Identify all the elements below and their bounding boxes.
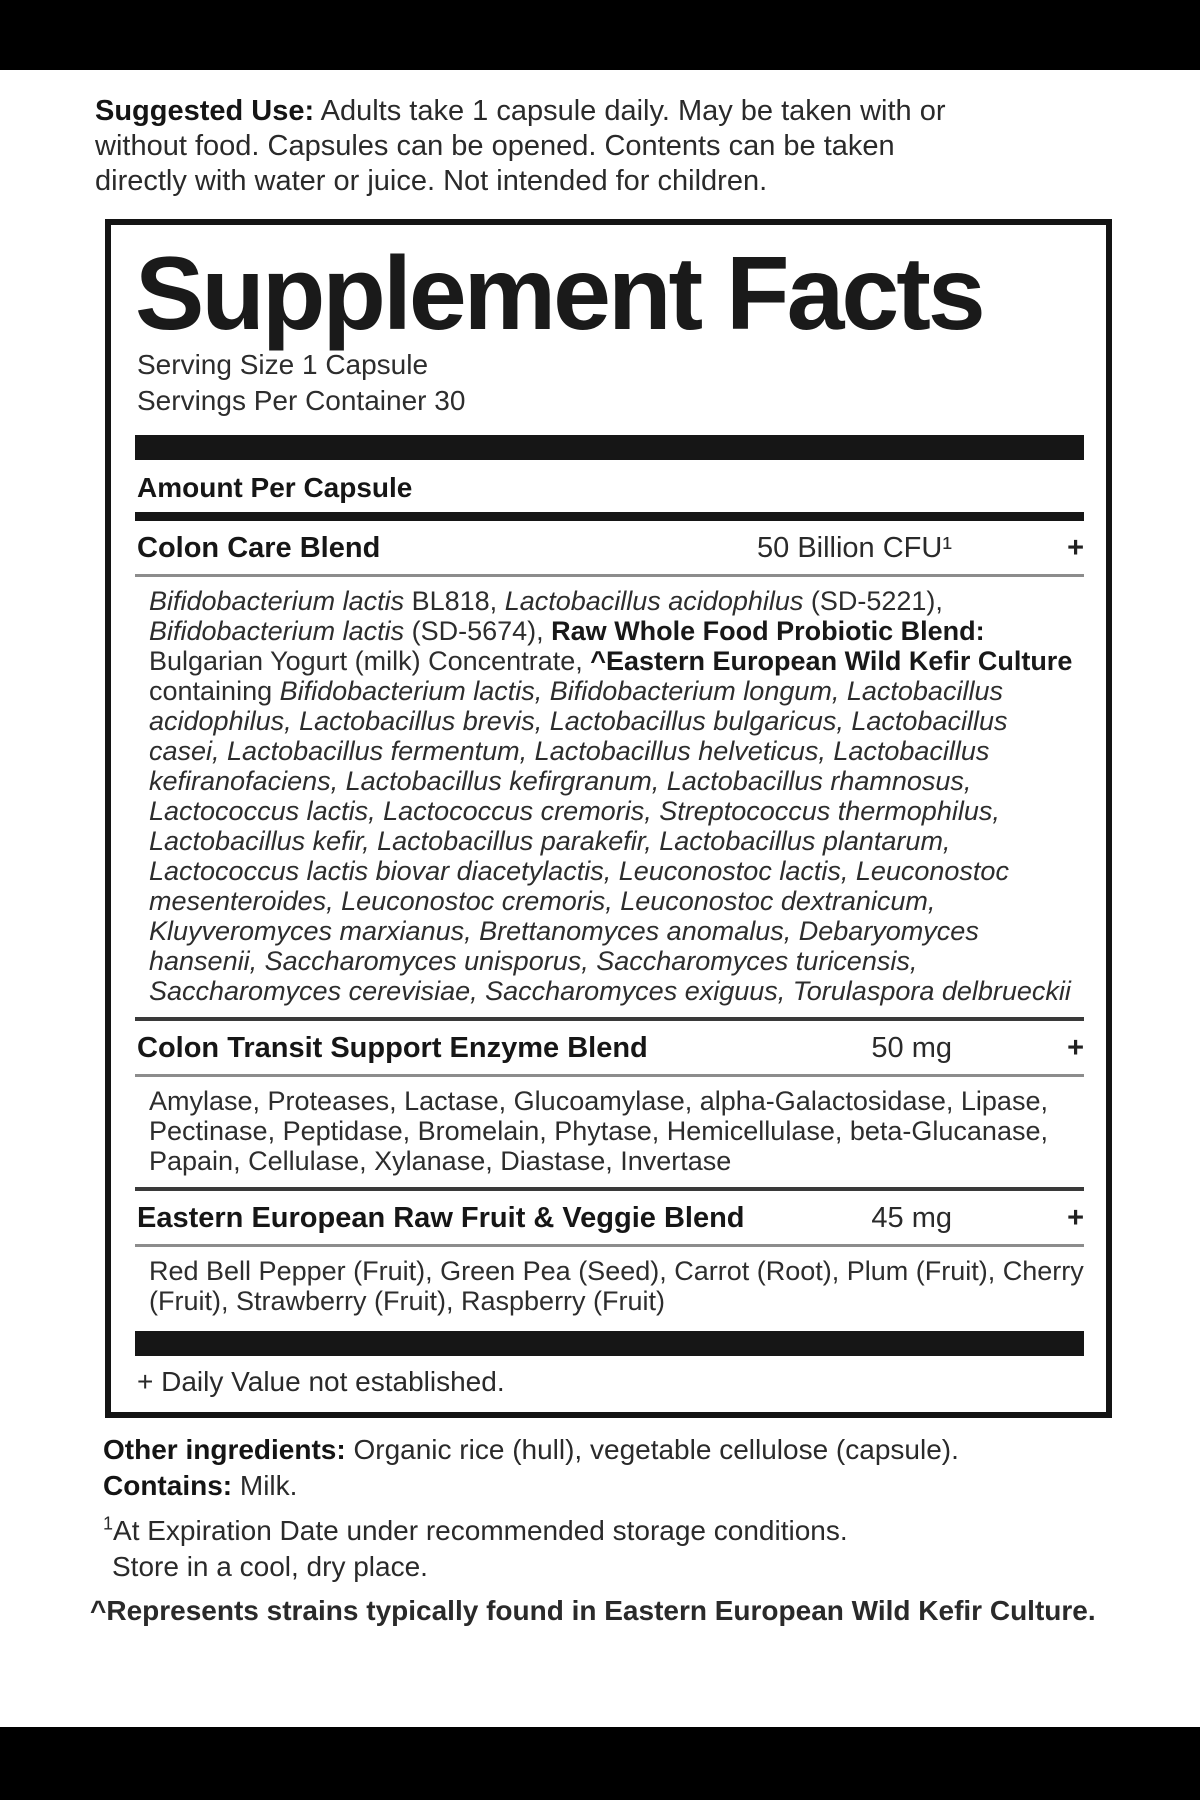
expiration-footnote-marker: 1: [103, 1513, 114, 1534]
label-content: [0, 70, 1200, 1629]
contains-line: [103, 1468, 1140, 1504]
contains-text: Milk.: [232, 1470, 298, 1502]
blend-ingredients: Amylase, Proteases, Lactase, Glucoamylase, alpha-Galactosidase, Lipase, Pectinase, Peptidase, Bromelain, Phytase, Hemicellulase, beta-Glucanase, Papain, Cellulase, Xylanase, Diastase, Invertase: [149, 1086, 1048, 1177]
contains-label: Contains:: [103, 1470, 233, 1502]
amount-per-capsule-header: Amount Per Capsule: [137, 472, 413, 504]
other-ingredients-text: Organic rice (hull), vegetable cellulose (capsule).: [345, 1434, 959, 1466]
bottom-black-bar: [0, 1727, 1200, 1800]
other-ingredients-line: [103, 1432, 1140, 1468]
other-ingredients-label: Other ingredients:: [103, 1434, 346, 1466]
blend-daily-value: +: [1067, 1202, 1084, 1235]
suggested-use-label: Suggested Use:: [95, 95, 315, 127]
blend-name: Colon Transit Support Enzyme Blend: [137, 1032, 648, 1065]
suggested-use-paragraph: [95, 94, 980, 199]
blend-row-colon-care: [135, 521, 1084, 574]
blend-row-enzyme: [135, 1021, 1084, 1074]
divider-thick-bottom: [135, 1331, 1084, 1356]
blend-ingredients: Bifidobacterium lactis BL818, Lactobacillus acidophilus (SD-5221), Bifidobacterium lactis (SD-5674), Raw Whole Food Probiotic Blend: Bulgarian Yogurt (milk) Concentrate, ^Eastern European Wild Kefir Culture containing Bifidobacterium lactis, Bifidobacterium longum, Lactobacillus acidophilus, Lactobacillus brevis, Lactobacillus bulgaricus, Lactobacillus casei, Lactobacillus fermentum, Lactobacillus helveticus, Lactobacillus kefiranofaciens, Lactobacillus kefirgranum, Lactobacillus rhamnosus, Lactococcus lactis, Lactococcus cremoris, Streptococcus thermophilus, Lactobacillus kefir, Lactobacillus parakefir, Lactobacillus plantarum, Lactococcus lactis biovar diacetylactis, Leuconostoc lactis, Leuconostoc mesenteroides, Leuconostoc cremoris, Leuconostoc dextranicum, Kluyveromyces marxianus, Brettanomyces anomalus, Debaryomyces hansenii, Saccharomyces unisporus, Saccharomyces turicensis, Saccharomyces cerevisiae, Saccharomyces exiguus, Torulaspora delbrueckii: [149, 586, 1073, 1007]
storage-note: Store in a cool, dry place.: [112, 1551, 428, 1583]
top-black-bar: [0, 0, 1200, 70]
panel-title: Supplement Facts: [135, 236, 983, 352]
blend-name: Eastern European Raw Fruit & Veggie Blend: [137, 1202, 745, 1235]
blend-amount: 50 mg: [871, 1032, 952, 1065]
blend-daily-value: +: [1067, 532, 1084, 565]
blend-name: Colon Care Blend: [137, 532, 381, 565]
blend-daily-value: +: [1067, 1032, 1084, 1065]
blend-row-fruit-veggie: [135, 1191, 1084, 1244]
expiration-note: [103, 1513, 1140, 1549]
supplement-facts-panel: [105, 219, 1112, 1418]
blend-amount: 45 mg: [871, 1202, 952, 1235]
expiration-text: At Expiration Date under recommended storage conditions.: [113, 1515, 848, 1547]
serving-size: Serving Size 1 Capsule: [137, 349, 429, 381]
servings-per-container: Servings Per Container 30: [137, 385, 466, 417]
blend-amount: 50 Billion CFU¹: [757, 532, 952, 565]
blend-ingredients: Red Bell Pepper (Fruit), Green Pea (Seed), Carrot (Root), Plum (Fruit), Cherry (Fruit), Strawberry (Fruit), Raspberry (Fruit): [149, 1256, 1084, 1317]
divider-thick-top: [135, 435, 1084, 460]
suggested-use-text: Adults take 1 capsule daily. May be taken with or without food. Capsules can be opened. Contents can be taken directly with water or juice. Not intended for children.: [95, 95, 946, 197]
label-footer: [90, 1432, 1140, 1629]
daily-value-footnote: + Daily Value not established.: [137, 1366, 505, 1398]
divider-medium: [135, 512, 1084, 521]
kefir-strains-note: ^Represents strains typically found in Eastern European Wild Kefir Culture.: [90, 1595, 1096, 1627]
